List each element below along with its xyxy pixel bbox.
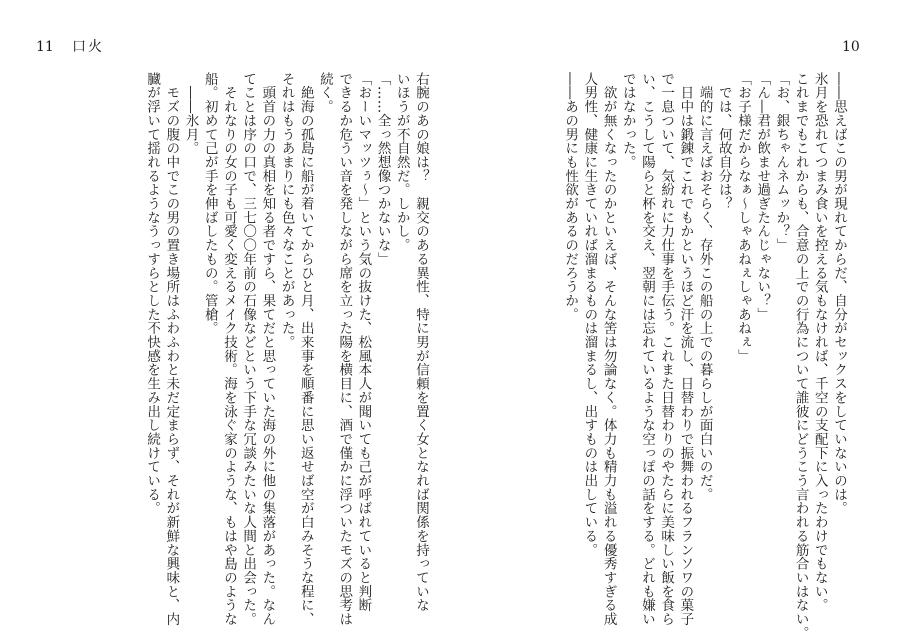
text-line: 「お、銀ちゃんネムッか？」 [773,72,790,253]
text-line: 人男性、健康に生きていれば溜まるものは溜まるし、出すものは出している。 [581,72,598,557]
text-line: 日中は鍛錬でこれでもかというほど汗を流し、日替わりで振舞われるフランソワの菓子 [677,72,694,626]
text-line: ――思えばこの男が現れてからだ、自分がセックスをしていないのは。 [831,72,847,516]
right-page-body [448,72,848,640]
text-line: 「ん―君が飲ませ過ぎたんじゃない？」 [754,72,771,322]
text-line: 欲が無くなったのかといえば、そんな筈は勿論なく。体力も精力も溢れる優秀すぎる成 [600,72,617,626]
page-number-right: 10 [842,39,860,55]
text-line: できるか危うい音を発しながら席を立った陽を横目に、酒で僅かに浮ついたモズの思考は [336,72,353,626]
text-line: ――氷月。 [182,72,199,156]
text-line: では、何故自分は？ [715,72,732,211]
text-line: 臓が浮いて揺れるようなうっすらとした不快感を生み出し続けている。 [144,72,161,516]
text-line: で一息ついて、気紛れに力仕事を手伝う。これまた日替わりのやたらに美味しい飯を食ら [658,72,675,626]
text-line: 頭首の力の真相を知る者ですら、果てだと思っていた海の外に他の集落があった。なん [259,72,276,626]
page-number-left: 11 [36,39,54,55]
text-line: それなりの女の子も可愛く変えるメイク技術。海を泳ぐ家のような、もはや島のような [220,72,237,626]
left-page [0,0,450,636]
text-line: 端的に言えばおそらく、存外この船の上での暮らしが面白いのだ。 [696,72,713,502]
text-line: 絶海の孤島に船が着いてからひと月、出来事を順番に思い返せば空が白みそうな程に、 [297,72,314,626]
text-line: これまでもこれからも、合意の上での行為について誰彼にどうこう言われる筋合いはない。 [792,72,809,640]
text-line: ――あの男にも性欲があるのだろうか。 [562,72,579,322]
text-line: い、こうして陽らと杯を交え、翌朝には忘れているような空っぽの話をする。どれも嫌い [638,72,655,626]
text-line: 右腕のあの娘は？ 親交のある異性、特に男が信頼を置く女となれば関係を持っていな [413,72,429,613]
text-line: てことは序の口で、三七〇〇年前の石像などという下手な冗談みたいな人間と出会った。 [240,72,257,626]
text-line: モズの腹の中でこの男の置き場所はふわふわと未だ定まらず、それが新鮮な興味と、内 [163,72,180,626]
text-line: いほうが不自然だ。しかし。 [393,72,410,253]
left-page-body [10,72,430,626]
text-line: 「おーいマッツぅ〜」という気の抜けた、松風本人が聞いても己が呼ばれていると判断 [355,72,372,613]
text-line: 船。初めて己が手を伸ばしたもの。管槍。 [201,72,218,336]
text-line: 「お子様だからなぁ〜しゃあねぇしゃあねぇ」 [734,72,751,363]
right-page [450,0,900,640]
text-line: 氷月を恐れてつまみ食いを控える気もなければ、千空の支配下に入ったわけでもない。 [811,72,828,613]
text-line: ではなかった。 [619,72,636,169]
running-head: 口火 [72,39,104,55]
text-line: それはもうあまりにも色々なことがあった。 [278,72,295,349]
text-line: 続く。 [316,72,333,114]
text-line: 「……全っ然想像つかないな」 [374,72,391,266]
